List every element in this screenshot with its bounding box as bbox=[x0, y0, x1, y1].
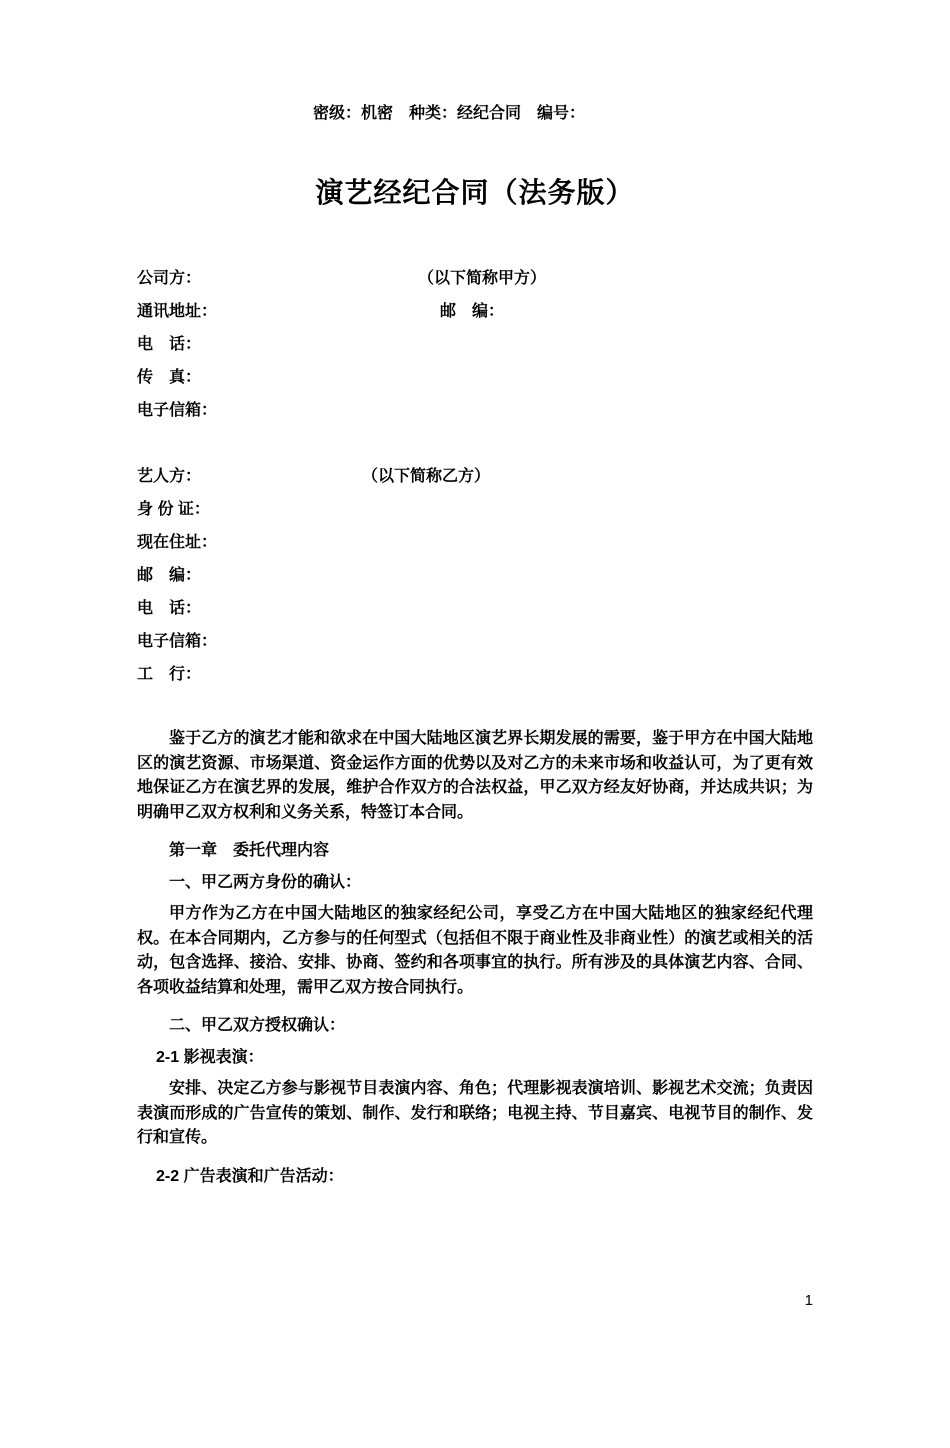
party-b-bank-label: 工 行： bbox=[137, 666, 202, 683]
contract-body bbox=[137, 727, 813, 1189]
document-title: 演艺经纪合同（法务版） bbox=[315, 177, 635, 208]
party-b-artist-note: （以下简称乙方） bbox=[362, 468, 491, 485]
section1-paragraph: 甲方作为乙方在中国大陆地区的独家经纪公司，享受乙方在中国大陆地区的独家经纪代理权。在本合同期内，乙方参与的任何型式（包括但不限于商业性及非商业性）的演艺或相关的活动，包含选择、接洽、安排、协商、签约和各项事宜的执行。所有涉及的具体演艺内容、合同、各项收益结算和处理，需甲乙双方按合同执行。 bbox=[137, 905, 813, 996]
document-page bbox=[0, 104, 950, 1448]
subsection-2-2-heading: 2-2 广告表演和广告活动： bbox=[156, 1167, 344, 1185]
party-a-company-row bbox=[137, 262, 813, 295]
party-b-address-row bbox=[137, 526, 813, 559]
party-b-postal-row bbox=[137, 559, 813, 592]
party-b-email-label: 电子信箱： bbox=[137, 633, 218, 650]
party-a-company-note: （以下简称甲方） bbox=[418, 270, 547, 287]
party-a-email-row bbox=[137, 394, 813, 427]
subsection-2-1-paragraph: 安排、决定乙方参与影视节目表演内容、角色；代理影视表演培训、影视艺术交流；负责因表演而形成的广告宣传的策划、制作、发行和联络；电视主持、节目嘉宾、电视节目的制作、发行和宣传。 bbox=[137, 1080, 813, 1146]
party-a-company-label: 公司方： bbox=[137, 270, 202, 287]
party-a-fax-row bbox=[137, 361, 813, 394]
section2-heading: 二、甲乙双方授权确认： bbox=[169, 1017, 346, 1034]
party-b-postal-label: 邮 编： bbox=[137, 567, 202, 584]
party-b-phone-label: 电 话： bbox=[137, 600, 202, 617]
subsection-2-1-heading: 2-1 影视表演： bbox=[156, 1048, 264, 1066]
party-b-id-label: 身 份 证： bbox=[137, 501, 210, 518]
classification-text: 密级：机密 种类：经纪合同 编号： bbox=[312, 105, 585, 122]
party-b-info bbox=[137, 460, 813, 691]
party-b-bank-row bbox=[137, 658, 813, 691]
party-a-email-label: 电子信箱： bbox=[137, 402, 218, 419]
section1-heading: 一、甲乙两方身份的确认： bbox=[169, 873, 362, 891]
chapter1-heading: 第一章 委托代理内容 bbox=[169, 842, 330, 859]
preamble-paragraph: 鉴于乙方的演艺才能和欲求在中国大陆地区演艺界长期发展的需要，鉴于甲方在中国大陆地区的演艺资源、市场渠道、资金运作方面的优势以及对乙方的未来市场和收益认可，为了更有效地保证乙方在演艺界的发展，维护合作双方的合法权益，甲乙双方经友好协商，并达成共识；为明确甲乙双方权利和义务关系，特签订本合同。 bbox=[137, 730, 813, 821]
party-a-address-row bbox=[137, 295, 813, 328]
party-a-phone-label: 电 话： bbox=[137, 336, 202, 353]
party-a-postal-label: 邮 编： bbox=[440, 303, 505, 320]
party-b-email-row bbox=[137, 625, 813, 658]
party-b-artist-label: 艺人方： bbox=[137, 468, 202, 485]
party-a-fax-label: 传 真： bbox=[137, 369, 202, 386]
classification-line bbox=[137, 104, 813, 123]
page-number: 1 bbox=[804, 1292, 813, 1309]
party-a-address-label: 通讯地址： bbox=[137, 303, 218, 320]
party-a-info bbox=[137, 262, 813, 427]
party-b-artist-row bbox=[137, 460, 813, 493]
party-b-address-label: 现在住址： bbox=[137, 534, 218, 551]
party-b-id-row bbox=[137, 493, 813, 526]
party-b-phone-row bbox=[137, 592, 813, 625]
party-a-phone-row bbox=[137, 328, 813, 361]
